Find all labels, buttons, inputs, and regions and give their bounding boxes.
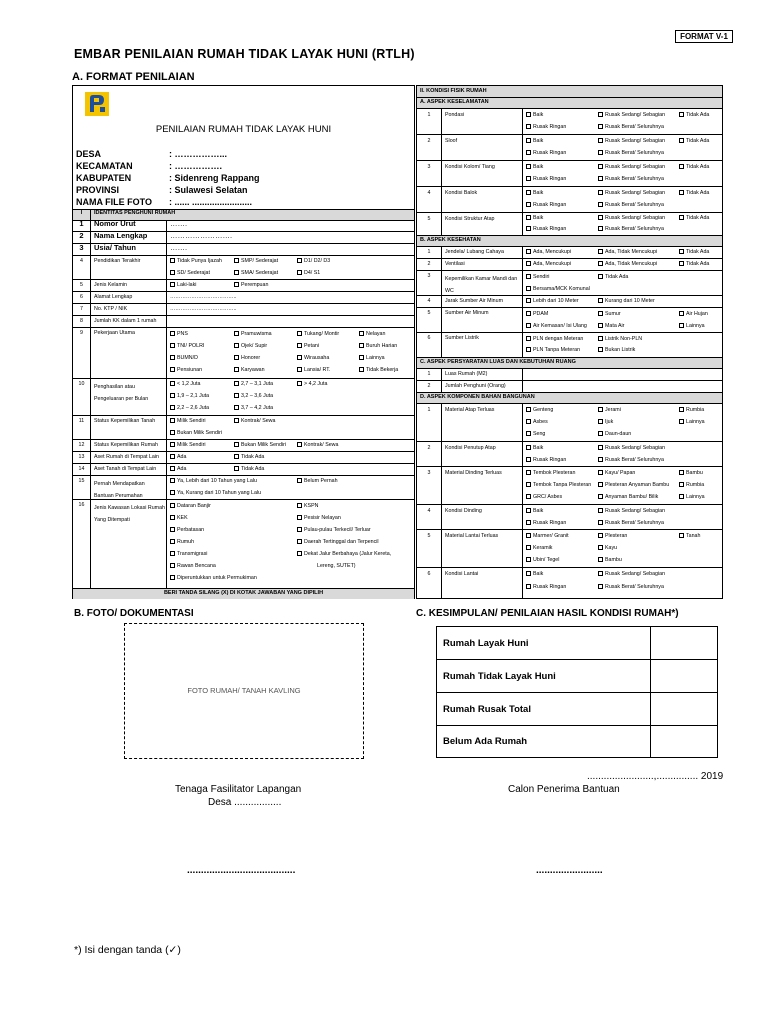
option-lansia[interactable]: Lansia/ RT. — [297, 367, 330, 373]
header-aspek-keselamatan: A. ASPEK KESELAMATAN — [417, 98, 722, 109]
option-jendela-tidak-ada[interactable]: Tidak Ada — [679, 249, 709, 255]
row-bantuan: 15 Pernah Mendapatkan Bantuan Perumahan Ya, Lebih dari 10 Tahun yang Lalu Belum Pernah Ya, Kurang dari 10 Tahun yang Lalu — [73, 476, 414, 500]
row-status-tanah: 11 Status Kepemilikan Tanah Milik Sendiri Kontrak/ Sewa Bukan Milik Sendiri — [73, 416, 414, 440]
row-kolom: 3 Kondisi Kolom/ Tiang Baik Rusak Sedang/ Sebagian Tidak Ada Rusak Ringan Rusak Berat/ Seluruhnya — [417, 161, 722, 187]
option-rawan-bencana[interactable]: Rawan Bencana — [170, 563, 216, 569]
option-sloof-baik[interactable]: Baik — [526, 138, 543, 144]
option-rumbia-dinding[interactable]: Rumbia — [679, 482, 704, 488]
option-rumbia-atap[interactable]: Rumbia — [679, 407, 704, 413]
option-aset-rumah-tidak[interactable]: Tidak Ada — [234, 454, 264, 460]
option-air-pdam[interactable]: PDAM — [526, 311, 548, 317]
row-material-atap: 1 Material Atap Terluas Genteng Jerami Rumbia Asbes Ijuk Lainnya Seng Daun-daun — [417, 404, 722, 442]
option-aset-tanah-ada[interactable]: Ada — [170, 466, 186, 472]
page-title: EMBAR PENILAIAN RUMAH TIDAK LAYAK HUNI (RTLH) — [74, 47, 415, 61]
row-nama-lengkap: 2 Nama Lengkap ……………………. — [73, 232, 414, 244]
header-field-kecamatan: KECAMATAN : ……………. — [76, 161, 222, 171]
option-tanah-kontrak[interactable]: Kontrak/ Sewa — [234, 418, 275, 424]
header-field-nama-file-foto: NAMA FILE FOTO : ...... ........................ — [76, 197, 253, 207]
header-aspek-komponen: D. ASPEK KOMPONEN BAHAN BANGUNAN — [417, 393, 722, 404]
option-dinding-rusak-sedang[interactable]: Rusak Sedang/ Sebagian — [598, 508, 665, 514]
row-kawasan: 16 Jenis Kawasan Lokasi Rumah Yang Ditempati Dataran Banjir KSPN KEK Pesisir Nelayan Perbatasan Pulau-pulau Terkecil/ Terluar Rumuh Daerah Tertinggal dan Terpencil Transmigrasi Dekat Jalur Berbahaya (Jalur Kereta, Rawan Bencana Lereng, SUTET) Diperuntukkan untuk Permukiman — [73, 500, 414, 589]
option-tidak-punya-ijazah[interactable]: Tidak Punya Ijazah — [170, 258, 222, 264]
option-tanah[interactable]: Tanah — [679, 533, 700, 539]
option-dinding-rusak-ringan[interactable]: Rusak Ringan — [526, 520, 566, 526]
option-km-sendiri[interactable]: Sendiri — [526, 274, 550, 280]
option-asbes[interactable]: Asbes — [526, 419, 548, 425]
identity-header-row: I IDENTITAS PENGHUNI RUMAH — [73, 209, 414, 221]
footnote: *) Isi dengan tanda (✓) — [74, 944, 181, 956]
option-karyawan[interactable]: Karyawan — [234, 367, 265, 373]
option-dinding-lainnya[interactable]: Lainnya — [679, 494, 705, 500]
option-ventilasi-tidak-ada[interactable]: Tidak Ada — [679, 261, 709, 267]
header-aspek-kesehatan: B. ASPEK KESEHATAN — [417, 236, 722, 247]
format-code: FORMAT V-1 — [675, 30, 733, 43]
jumlah-penghuni-field[interactable] — [522, 381, 722, 392]
option-tembok-tanpa-plesteran[interactable]: Tembok Tanpa Plesteran — [526, 482, 591, 488]
row-ktp: 7 No. KTP / NIK ……………………………….. — [73, 304, 414, 316]
option-pulau-terkecil[interactable]: Pulau-pulau Terkecil/ Terluar — [297, 527, 371, 533]
conclusion-row-layak[interactable]: Rumah Layak Huni — [437, 627, 717, 660]
option-bambu-lantai[interactable]: Bambu — [598, 557, 622, 563]
row-pendidikan: 4 Pendidikan Terakhir Tidak Punya Ijazah SMP/ Sederajat D1/ D2/ D3 SD/ Sederajat SMA/ Sederajat D4/ S1 — [73, 256, 414, 280]
option-pondasi-baik[interactable]: Baik — [526, 112, 543, 118]
option-lantai-rusak-ringan[interactable]: Rusak Ringan — [526, 584, 566, 590]
signer-left-title: Tenaga Fasilitator Lapangan — [175, 784, 302, 795]
option-ventilasi-tidak-cukup[interactable]: Ada, Tidak Mencukupi — [598, 261, 657, 267]
option-rumuh[interactable]: Rumuh — [170, 539, 194, 545]
signer-right-title: Calon Penerima Bantuan — [508, 784, 620, 795]
option-perbatasan[interactable]: Perbatasan — [170, 527, 204, 533]
row-luas-rumah: 1 Luas Rumah (M2) — [417, 369, 722, 381]
option-km-bersama[interactable]: Bersama/MCK Komunal — [526, 286, 590, 292]
option-dinding-rusak-berat[interactable]: Rusak Berat/ Seluruhnya — [598, 520, 664, 526]
option-balok-rusak-berat[interactable]: Rusak Berat/ Seluruhnya — [598, 202, 664, 208]
option-kolom-rusak-sedang[interactable]: Rusak Sedang/ Sebagian — [598, 164, 665, 170]
option-daun[interactable]: Daun-daun — [598, 431, 631, 437]
option-bumn[interactable]: BUMN/D — [170, 355, 198, 361]
option-atap-tidak-ada[interactable]: Tidak Ada — [679, 215, 709, 221]
option-bukan-listrik[interactable]: Bukan Listrik — [598, 347, 635, 353]
jalur-berbahaya-continued: Lereng, SUTET) — [317, 563, 356, 569]
option-penutup-rusak-sedang[interactable]: Rusak Sedang/ Sebagian — [598, 445, 665, 451]
header-field-kabupaten: KABUPATEN : Sidenreng Rappang — [76, 173, 260, 183]
option-wirausaha[interactable]: Wirausaha — [297, 355, 329, 361]
option-income-5[interactable]: 3,2 – 3,6 Juta — [234, 393, 273, 399]
row-jendela: 1 Jendela/ Lubang Cahaya Ada, Mencukupi Ada, Tidak Mencukupi Tidak Ada — [417, 247, 722, 259]
option-plesteran-lantai[interactable]: Plesteran — [598, 533, 627, 539]
option-air-mata-air[interactable]: Mata Air — [598, 323, 624, 329]
row-penutup-atap: 2 Kondisi Penutup Atap Baik Rusak Sedang/ Sebagian Rusak Ringan Rusak Berat/ Seluruhnya — [417, 442, 722, 467]
option-jarak-lebih-10[interactable]: Lebih dari 10 Meter — [526, 298, 579, 304]
conclusion-row-belum-ada[interactable]: Belum Ada Rumah — [443, 736, 528, 747]
option-income-4[interactable]: 1,9 – 2,1 Juta — [170, 393, 209, 399]
row-nomor-urut: 1 Nomor Urut ……. — [73, 220, 414, 232]
option-jalur-berbahaya[interactable]: Dekat Jalur Berbahaya (Jalur Kereta, — [297, 551, 391, 557]
header-field-provinsi: PROVINSI : Sulawesi Selatan — [76, 185, 248, 195]
row-jumlah-kk: 8 Jumlah KK dalam 1 rumah — [73, 316, 414, 328]
option-permukiman[interactable]: Diperuntukkan untuk Permukiman — [170, 575, 257, 581]
option-pln-tanpa-meteran[interactable]: PLN Tanpa Meteran — [526, 347, 580, 353]
option-jerami[interactable]: Jerami — [598, 407, 621, 413]
option-aset-rumah-ada[interactable]: Ada — [170, 454, 186, 460]
option-keramik[interactable]: Keramik — [526, 545, 552, 551]
row-ventilasi: 2 Ventilasi Ada, Mencukupi Ada, Tidak Mencukupi Tidak Ada — [417, 259, 722, 271]
option-sloof-rusak-sedang[interactable]: Rusak Sedang/ Sebagian — [598, 138, 665, 144]
option-tni-polri[interactable]: TNI/ POLRI — [170, 343, 204, 349]
option-bantuan-lebih-10[interactable]: Ya, Lebih dari 10 Tahun yang Lalu — [170, 478, 257, 484]
identity-table — [73, 209, 414, 598]
option-pondasi-rusak-berat[interactable]: Rusak Berat/ Seluruhnya — [598, 124, 664, 130]
header-field-desa: DESA : ……………... — [76, 149, 227, 159]
option-income-6[interactable]: 2,2 – 2,6 Juta — [170, 405, 209, 411]
option-lantai-rusak-sedang[interactable]: Rusak Sedang/ Sebagian — [598, 571, 665, 577]
option-bantuan-kurang-10[interactable]: Ya, Kurang dari 10 Tahun yang Lalu — [170, 490, 261, 496]
option-pensiunan[interactable]: Pensiunan — [170, 367, 202, 373]
option-tukang[interactable]: Tukang/ Montir — [297, 331, 339, 337]
row-aset-rumah: 13 Aset Rumah di Tempat Lain Ada Tidak Ada — [73, 452, 414, 464]
conclusion-row-rusak-total[interactable]: Rumah Rusak Total — [437, 693, 717, 726]
option-genteng[interactable]: Genteng — [526, 407, 553, 413]
option-sloof-rusak-berat[interactable]: Rusak Berat/ Seluruhnya — [598, 150, 664, 156]
option-d1-d2-d3[interactable]: D1/ D2/ D3 — [297, 258, 330, 264]
option-tembok-plesteran[interactable]: Tembok Plesteran — [526, 470, 575, 476]
option-income-7[interactable]: 3,7 – 4,2 Juta — [234, 405, 273, 411]
option-d4-s1[interactable]: D4/ S1 — [297, 270, 320, 276]
option-air-sumur[interactable]: Sumur — [598, 311, 621, 317]
option-air-kemasan[interactable]: Air Kemasan/ Isi Ulang — [526, 323, 587, 329]
row-jarak-air: 4 Jarak Sumber Air Minum Lebih dari 10 Meter Kurang dari 10 Meter — [417, 296, 722, 308]
option-buruh[interactable]: Buruh Harian — [359, 343, 397, 349]
option-petani[interactable]: Petani — [297, 343, 319, 349]
header-aspek-luas: C. ASPEK PERSYARATAN LUAS DAN KEBUTUHAN RUANG — [417, 358, 722, 369]
option-pramuwisma[interactable]: Pramuwisma — [234, 331, 272, 337]
option-pondasi-rusak-ringan[interactable]: Rusak Ringan — [526, 124, 566, 130]
option-pns[interactable]: PNS — [170, 331, 188, 337]
photo-placeholder[interactable] — [124, 623, 364, 759]
conclusion-table — [436, 626, 718, 758]
option-pln-meteran[interactable]: PLN dengan Meteran — [526, 336, 583, 342]
option-rumah-bukan-milik[interactable]: Bukan Milik Sendiri — [234, 442, 286, 448]
option-penutup-rusak-ringan[interactable]: Rusak Ringan — [526, 457, 566, 463]
option-jendela-tidak-cukup[interactable]: Ada, Tidak Mencukupi — [598, 249, 657, 255]
option-atap-rusak-berat[interactable]: Rusak Berat/ Seluruhnya — [598, 226, 664, 232]
option-smp[interactable]: SMP/ Sederajat — [234, 258, 278, 264]
option-kek[interactable]: KEK — [170, 515, 188, 521]
option-atap-lainnya[interactable]: Lainnya — [679, 419, 705, 425]
option-balok-baik[interactable]: Baik — [526, 190, 543, 196]
option-balok-rusak-ringan[interactable]: Rusak Ringan — [526, 202, 566, 208]
right-form — [416, 85, 723, 599]
option-atap-baik[interactable]: Baik — [526, 215, 543, 221]
header-kondisi-fisik: II. KONDISI FISIK RUMAH — [417, 86, 722, 98]
option-penutup-baik[interactable]: Baik — [526, 445, 543, 451]
option-non-pln[interactable]: Listrik Non-PLN — [598, 336, 642, 342]
option-ubin[interactable]: Ubin/ Tegel — [526, 557, 559, 563]
option-sd[interactable]: SD/ Sederajat — [170, 270, 210, 276]
usia-field[interactable]: ……. — [166, 244, 414, 255]
form-title: PENILAIAN RUMAH TIDAK LAYAK HUNI — [155, 124, 332, 135]
signature-line-right[interactable]: ........................ — [536, 865, 603, 876]
section-a-title: A. FORMAT PENILAIAN — [72, 71, 195, 83]
row-sloof: 2 Sloof Baik Rusak Sedang/ Sebagian Tidak Ada Rusak Ringan Rusak Berat/ Seluruhnya — [417, 135, 722, 161]
option-grc-asbes[interactable]: GRC/ Asbes — [526, 494, 562, 500]
conclusion-row-tidak-layak[interactable]: Rumah Tidak Layak Huni — [437, 660, 717, 693]
section-c-title: C. KESIMPULAN/ PENILAIAN HASIL KONDISI RUMAH*) — [416, 608, 679, 619]
option-lantai-baik[interactable]: Baik — [526, 571, 543, 577]
row-alamat: 6 Alamat Lengkap ……………………………….. — [73, 292, 414, 304]
signer-left-desa: Desa ................. — [208, 797, 282, 808]
jumlah-kk-field[interactable] — [166, 316, 414, 327]
row-usia: 3 Usia/ Tahun ……. — [73, 244, 414, 256]
option-transmigrasi[interactable]: Transmigrasi — [170, 551, 207, 557]
row-balok: 4 Kondisi Balok Baik Rusak Sedang/ Sebagian Tidak Ada Rusak Ringan Rusak Berat/ Seluruhnya — [417, 187, 722, 213]
pu-logo-icon — [85, 92, 109, 116]
option-rumah-kontrak[interactable]: Kontrak/ Sewa — [297, 442, 338, 448]
option-pondasi-tidak-ada[interactable]: Tidak Ada — [679, 112, 709, 118]
row-aset-tanah: 14 Aset Tanah di Tempat Lain Ada Tidak Ada — [73, 464, 414, 476]
option-tanah-bukan-milik[interactable]: Bukan Milik Sendiri — [170, 430, 222, 436]
option-marmer[interactable]: Marmer/ Granit — [526, 533, 569, 539]
option-ojek[interactable]: Ojek/ Supir — [234, 343, 267, 349]
row-material-dinding: 3 Material Dinding Terluas Tembok Plesteran Kayu/ Papan Bambu Tembok Tanpa Plesteran Plesteran Anyaman Bambu Rumbia GRC/ Asbes Anyaman Bambu/ Bilik Lainnya — [417, 467, 722, 505]
option-kolom-rusak-berat[interactable]: Rusak Berat/ Seluruhnya — [598, 176, 664, 182]
row-sumber-air: 5 Sumber Air Minum PDAM Sumur Air Hujan Air Kemasan/ Isi Ulang Mata Air Lainnya — [417, 308, 722, 333]
option-kolom-baik[interactable]: Baik — [526, 164, 543, 170]
option-ijuk[interactable]: Ijuk — [598, 419, 613, 425]
option-atap-rusak-sedang[interactable]: Rusak Sedang/ Sebagian — [598, 215, 665, 221]
option-lantai-rusak-berat[interactable]: Rusak Berat/ Seluruhnya — [598, 584, 664, 590]
left-form — [72, 85, 415, 599]
option-dataran-banjir[interactable]: Dataran Banjir — [170, 503, 211, 509]
luas-rumah-field[interactable] — [522, 369, 722, 380]
option-pesisir-nelayan[interactable]: Pesisir Nelayan — [297, 515, 341, 521]
option-balok-rusak-sedang[interactable]: Rusak Sedang/ Sebagian — [598, 190, 665, 196]
option-laki-laki[interactable]: Laki-laki — [170, 282, 196, 288]
header-fields — [76, 148, 260, 208]
nomor-urut-field[interactable]: ……. — [166, 220, 414, 231]
option-atap-rusak-ringan[interactable]: Rusak Ringan — [526, 226, 566, 232]
option-ventilasi-cukup[interactable]: Ada, Mencukupi — [526, 261, 571, 267]
option-air-hujan[interactable]: Air Hujan — [679, 311, 708, 317]
option-income-3[interactable]: > 4,2 Juta — [297, 381, 327, 387]
option-kspn[interactable]: KSPN — [297, 503, 318, 509]
option-nelayan[interactable]: Nelayan — [359, 331, 385, 337]
photo-placeholder-label: FOTO RUMAH/ TANAH KAVLING — [187, 686, 301, 695]
option-kolom-tidak-ada[interactable]: Tidak Ada — [679, 164, 709, 170]
option-kolom-rusak-ringan[interactable]: Rusak Ringan — [526, 176, 566, 182]
row-kamar-mandi: 3 Kepemilikan Kamar Mandi dan WC Sendiri Tidak Ada Bersama/MCK Komunal — [417, 271, 722, 296]
option-plesteran-anyaman[interactable]: Plesteran Anyaman Bambu — [598, 482, 669, 488]
alamat-field[interactable]: ……………………………….. — [166, 292, 414, 303]
option-income-2[interactable]: 2,7 – 3,1 Juta — [234, 381, 273, 387]
row-status-rumah: 12 Status Kepemilikan Rumah Milik Sendiri Bukan Milik Sendiri Kontrak/ Sewa — [73, 440, 414, 452]
option-anyaman-bilik[interactable]: Anyaman Bambu/ Bilik — [598, 494, 658, 500]
nama-lengkap-field[interactable]: ……………………. — [166, 232, 414, 243]
option-lainnya[interactable]: Lainnya — [359, 355, 385, 361]
option-dinding-baik[interactable]: Baik — [526, 508, 543, 514]
option-sloof-rusak-ringan[interactable]: Rusak Ringan — [526, 150, 566, 156]
row-pekerjaan: 9 Pekerjaan Utama PNS Pramuwisma Tukang/ Montir Nelayan TNI/ POLRI Ojek/ Supir Petani Buruh Harian BUMN/D Honorer Wirausaha Lainnya Pensiunan Karyawan Lansia/ RT. Tidak Bekerja — [73, 328, 414, 379]
option-sloof-tidak-ada[interactable]: Tidak Ada — [679, 138, 709, 144]
row-struktur-atap: 5 Kondisi Struktur Atap Baik Rusak Sedang/ Sebagian Tidak Ada Rusak Ringan Rusak Berat/ Seluruhnya — [417, 213, 722, 236]
option-penutup-rusak-berat[interactable]: Rusak Berat/ Seluruhnya — [598, 457, 664, 463]
option-bantuan-belum[interactable]: Belum Pernah — [297, 478, 338, 484]
option-aset-tanah-tidak[interactable]: Tidak Ada — [234, 466, 264, 472]
row-jenis-kelamin: 5 Jenis Kelamin Laki-laki Perempuan — [73, 280, 414, 292]
option-kayu-papan[interactable]: Kayu/ Papan — [598, 470, 635, 476]
row-kondisi-lantai: 6 Kondisi Lantai Baik Rusak Sedang/ Sebagian Rusak Ringan Rusak Berat/ Seluruhnya — [417, 568, 722, 598]
option-perempuan[interactable]: Perempuan — [234, 282, 268, 288]
option-sma[interactable]: SMA/ Sederajat — [234, 270, 278, 276]
option-bambu-dinding[interactable]: Bambu — [679, 470, 703, 476]
option-seng[interactable]: Seng — [526, 431, 545, 437]
option-income-1[interactable]: < 1,2 Juta — [170, 381, 200, 387]
row-jumlah-penghuni: 2 Jumlah Penghuni (Orang) — [417, 381, 722, 393]
row-listrik: 6 Sumber Listrik PLN dengan Meteran Listrik Non-PLN PLN Tanpa Meteran Bukan Listrik — [417, 333, 722, 358]
option-rumah-milik-sendiri[interactable]: Milik Sendiri — [170, 442, 206, 448]
option-km-tidak-ada[interactable]: Tidak Ada — [598, 274, 628, 280]
option-balok-tidak-ada[interactable]: Tidak Ada — [679, 190, 709, 196]
section-b-title: B. FOTO/ DOKUMENTASI — [74, 608, 194, 619]
option-air-lainnya[interactable]: Lainnya — [679, 323, 705, 329]
row-kondisi-dinding: 4 Kondisi Dinding Baik Rusak Sedang/ Sebagian Rusak Ringan Rusak Berat/ Seluruhnya — [417, 505, 722, 530]
date-line[interactable]: ........................,............... 2019 — [587, 771, 724, 782]
option-jendela-cukup[interactable]: Ada, Mencukupi — [526, 249, 571, 255]
row-penghasilan: 10 Penghasilan atau Pengeluaran per Bulan < 1,2 Juta 2,7 – 3,1 Juta > 4,2 Juta 1,9 – 2,1 Juta 3,2 – 3,6 Juta 2,2 – 2,6 Juta 3,7 – 4,2 Juta — [73, 379, 414, 416]
row-material-lantai: 5 Material Lantai Terluas Marmer/ Granit Plesteran Tanah Keramik Kayu Ubin/ Tegel Bambu — [417, 530, 722, 568]
option-jarak-kurang-10[interactable]: Kurang dari 10 Meter — [598, 298, 655, 304]
option-tanah-milik-sendiri[interactable]: Milik Sendiri — [170, 418, 206, 424]
option-daerah-tertinggal[interactable]: Daerah Tertinggal dan Terpencil — [297, 539, 379, 545]
option-tidak-bekerja[interactable]: Tidak Bekerja — [359, 367, 398, 373]
row-pondasi: 1 Pondasi Baik Rusak Sedang/ Sebagian Tidak Ada Rusak Ringan Rusak Berat/ Seluruhnya — [417, 109, 722, 135]
option-honorer[interactable]: Honorer — [234, 355, 260, 361]
option-kayu-lantai[interactable]: Kayu — [598, 545, 617, 551]
left-footer: BERI TANDA SILANG (X) DI KOTAK JAWABAN YANG DIPILIH — [73, 589, 414, 599]
signature-line-left[interactable]: ....................................... — [187, 865, 296, 876]
option-pondasi-rusak-sedang[interactable]: Rusak Sedang/ Sebagian — [598, 112, 665, 118]
ktp-field[interactable]: ……………………………….. — [166, 304, 414, 315]
